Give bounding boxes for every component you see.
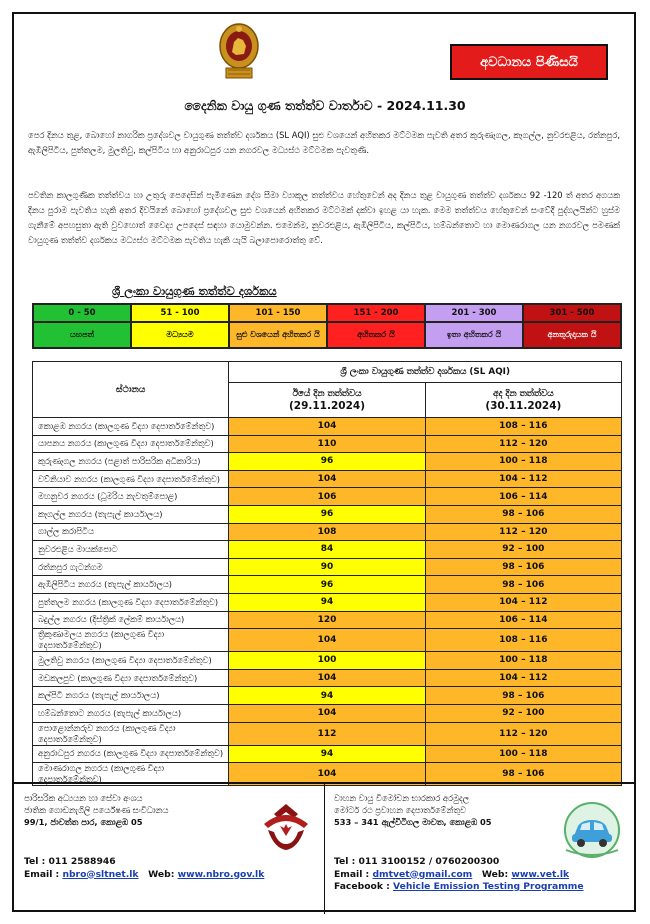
aqi-band-range: 301 - 500: [523, 304, 621, 322]
today-value-cell: 108 – 116: [425, 629, 621, 652]
today-value-cell: 98 – 106: [425, 763, 621, 786]
location-cell: යාපනය නගරය (කාලගුණ විද්‍යා දෙපාර්තමේන්තුව): [33, 435, 229, 453]
yesterday-value-cell: 96: [229, 576, 425, 594]
nbro-contact: [24, 856, 264, 881]
vet-fund: වාහන වායු විමෝචන භාරකාර අරමුදල: [334, 793, 470, 803]
aqi-table: [32, 361, 622, 786]
location-cell: මඩකලපුව (කාලගුණ විද්‍යා දෙපාර්තමේන්තුව): [33, 669, 229, 687]
aqi-band-range: 101 - 150: [229, 304, 327, 322]
location-cell: ගාල්ල කරාපිටිය: [33, 523, 229, 541]
aqi-band-label: යහපත්: [33, 322, 131, 348]
location-cell: රත්නපුර ගැටන්ගම: [33, 558, 229, 576]
table-row: [33, 576, 622, 594]
location-cell: නුවරඑළිය මායක්පොට: [33, 541, 229, 559]
nbro-email-label: Email :: [24, 868, 60, 880]
aqi-band-label: අහිතකර යි: [327, 322, 425, 348]
table-row: [33, 418, 622, 436]
table-row: [33, 629, 622, 652]
today-value-cell: 112 – 120: [425, 722, 621, 745]
aqi-band-range: 51 - 100: [131, 304, 229, 322]
today-value-cell: 98 – 106: [425, 687, 621, 705]
nbro-email-link[interactable]: nbro@sltnet.lk: [62, 868, 139, 880]
report-title: දෛනික වායු ගුණ තත්ත්ව වාර්තාව - 2024.11.30: [184, 98, 466, 113]
location-cell: බදුල්ල නගරය (දිස්ත්‍රික් ලේකම් කාර්යාලය): [33, 611, 229, 629]
table-row: [33, 593, 622, 611]
vet-contact: [334, 856, 584, 894]
column-today-date: (30.11.2024): [485, 400, 562, 412]
yesterday-value-cell: 104: [229, 470, 425, 488]
today-value-cell: 112 – 120: [425, 523, 621, 541]
aqi-band-range: 151 - 200: [327, 304, 425, 322]
vet-web-link[interactable]: www.vet.lk: [511, 868, 570, 880]
aqi-band-label: අනතුරුදායක යි: [523, 322, 621, 348]
location-cell: කුරුණෑගල නගරය (පළාත් පාරිසරික අධිකාරිය): [33, 453, 229, 471]
vet-tel: Tel : 011 3100152 / 0760200300: [334, 856, 500, 867]
yesterday-value-cell: 112: [229, 722, 425, 745]
table-row: [33, 722, 622, 745]
column-yesterday-header: [229, 383, 425, 418]
today-value-cell: 106 – 114: [425, 488, 621, 506]
nbro-web-link[interactable]: www.nbro.gov.lk: [177, 868, 265, 880]
yesterday-value-cell: 94: [229, 745, 425, 763]
yesterday-value-cell: 100: [229, 652, 425, 670]
location-cell: අනුරාධපුර නගරය (කාලගුණ විද්‍යා දෙපාර්තමේන්තුව): [33, 745, 229, 763]
aqi-band-label: මධ්‍යයම: [131, 322, 229, 348]
nbro-street: 99/1, ජාවත්ත පාර, කොළඹ 05: [24, 817, 143, 827]
footer: [12, 782, 636, 914]
yesterday-value-cell: 96: [229, 453, 425, 471]
vet-street: 533 – 341 ඇල්විටිගල මාවත, කොළඹ 05: [334, 817, 492, 827]
vet-facebook-link[interactable]: Vehicle Emission Testing Programme: [393, 881, 584, 892]
attention-label: අවධානය පිණිසයි: [480, 54, 578, 70]
today-value-cell: 92 – 100: [425, 541, 621, 559]
table-row: [33, 745, 622, 763]
location-cell: කෑගල්ල නගරය (තැපැල් කාර්යාලය): [33, 505, 229, 523]
aqi-band-label: සුළු වශයෙන් අහිතකර යි: [229, 322, 327, 348]
nbro-division: පාරිසරික අධ්‍යයන හා සේවා අංශය: [24, 793, 143, 803]
location-cell: මුලතිවු නගරය (කාලගුණ විද්‍යා දෙපාර්තමේන්තුව): [33, 652, 229, 670]
table-row: [33, 470, 622, 488]
yesterday-value-cell: 108: [229, 523, 425, 541]
sri-lanka-emblem-icon: [218, 22, 260, 82]
yesterday-value-cell: 120: [229, 611, 425, 629]
table-row: [33, 523, 622, 541]
location-cell: හම්බන්තොට නගරය (තැපැල් කාර්යාලය): [33, 704, 229, 722]
column-today-label: අද දින තත්ත්වය: [493, 389, 554, 399]
nbro-logo-icon: [254, 800, 318, 854]
table-row: [33, 611, 622, 629]
table-row: [33, 652, 622, 670]
today-value-cell: 98 – 106: [425, 576, 621, 594]
yesterday-value-cell: 94: [229, 687, 425, 705]
vet-email-link[interactable]: dmtvet@gmail.com: [372, 868, 473, 880]
table-row: [33, 488, 622, 506]
today-value-cell: 100 – 118: [425, 652, 621, 670]
today-value-cell: 98 – 106: [425, 558, 621, 576]
table-row: [33, 669, 622, 687]
today-value-cell: 104 – 112: [425, 593, 621, 611]
location-cell: ඇඹිලිපිටිය නගරය (තැපැල් කාර්යාලය): [33, 576, 229, 594]
today-value-cell: 104 – 112: [425, 669, 621, 687]
location-cell: කල්පිටි නගරය (තැපැල් කාර්යාලය): [33, 687, 229, 705]
today-value-cell: 100 – 118: [425, 453, 621, 471]
table-row: [33, 687, 622, 705]
aqi-scale-title: ශ්‍රී ලංකා වායුගුණ තත්ත්ව දර්ශකය: [112, 284, 277, 298]
table-row: [33, 558, 622, 576]
vet-car-logo-icon: [560, 800, 624, 860]
today-value-cell: 108 – 116: [425, 418, 621, 436]
yesterday-value-cell: 104: [229, 629, 425, 652]
location-cell: වව්නියාව නගරය (කාලගුණ විද්‍යා දෙපාර්තමේන්තුව): [33, 470, 229, 488]
yesterday-value-cell: 106: [229, 488, 425, 506]
yesterday-value-cell: 84: [229, 541, 425, 559]
column-location-header: ස්ථානය: [33, 362, 229, 418]
location-cell: මහනුවර නගරය (ධූමරිය නැවතුම්පොළ): [33, 488, 229, 506]
aqi-band-range: 0 - 50: [33, 304, 131, 322]
table-row: [33, 453, 622, 471]
location-cell: මොණරාගල නගරය (කාලගුණ විද්‍යා දෙපාර්තමේන්තුව): [33, 763, 229, 786]
yesterday-value-cell: 110: [229, 435, 425, 453]
summary-paragraph-today: පවතින කාලගුණික තත්ත්වය හා උතුරු පෙදෙසින් පැමිණෙන දේශ සීමා ව්‍යාකූල තත්ත්වය හේතුවෙන් අද දිනය තුළ වායුගුණ තත්ත්ව දර්ශකය 92 -120 ත් අතර අගයක දිනය පුරාම පැවතිය හැකි අතර දිවයිනේ බොහෝ ප්‍රදේශවල සුළු වශයෙන් අහිතකර මට්ටමක් දක්වා ඉහළ යා හැක. මෙම තත්ත්වය හේතුවෙන් සංවේදී පුද්ගලයින්ට හුස්ම ගැනීමේ අපහසුතා ඇති වුවහොත් වෛද්‍ය උපදෙස් සඳහා යොමුවන්න. එමෙන්ම, නුවරඑළිය, ඇඹිලිපිටිය, කල්පිටිය, හම්බන්තොට හා මොණරාගල යන නගරවල පමණක් වායුගුණ තත්ත්ව දර්ශකය මධ්‍යස්ථ මට්ටමක පැවතිය හැකි යැයි බලාපොරොත්තු වේ.: [28, 190, 620, 245]
location-cell: පුත්තලම නගරය (කාලගුණ විද්‍යා දෙපාර්තමේන්තුව): [33, 593, 229, 611]
vet-email-label: Email :: [334, 868, 370, 880]
today-value-cell: 100 – 118: [425, 745, 621, 763]
nbro-web-label: Web:: [148, 868, 175, 880]
yesterday-value-cell: 104: [229, 763, 425, 786]
yesterday-value-cell: 94: [229, 593, 425, 611]
table-row: [33, 435, 622, 453]
today-value-cell: 98 – 106: [425, 505, 621, 523]
location-cell: ත්‍රිකුණාමලය නගරය (කාලගුණ විද්‍යා දෙපාර්තමේන්තුව): [33, 629, 229, 652]
aqi-scale-legend: [32, 303, 622, 349]
vet-department: මෝටර් රථ ප්‍රවාහන දෙපාර්තමේන්තුව: [334, 805, 466, 815]
vet-facebook-label: Facebook :: [334, 881, 390, 892]
today-value-cell: 104 – 112: [425, 470, 621, 488]
table-row: [33, 541, 622, 559]
nbro-tel: Tel : 011 2588946: [24, 856, 116, 867]
column-yesterday-date: (29.11.2024): [288, 400, 365, 412]
location-cell: පොළොන්නරුව නගරය (කාලගුණ විද්‍යා දෙපාර්තමේන්තුව): [33, 722, 229, 745]
attention-badge: [450, 44, 608, 80]
today-value-cell: 106 – 114: [425, 611, 621, 629]
yesterday-value-cell: 104: [229, 704, 425, 722]
aqi-band-range: 201 - 300: [425, 304, 523, 322]
nbro-organization: ජාතික ගොඩනැගිලි පර්යේෂණ සංවිධානය: [24, 805, 169, 815]
aqi-band-label: ඉතා අහිතකර යි: [425, 322, 523, 348]
column-today-header: [425, 383, 621, 418]
today-value-cell: 112 – 120: [425, 435, 621, 453]
column-aqi-header: ශ්‍රී ලංකා වායුගුණ තත්ත්ව දර්ශකය (SL AQI): [229, 362, 622, 383]
location-cell: කොළඹ නගරය (කාලගුණ විද්‍යා දෙපාර්තමේන්තුව): [33, 418, 229, 436]
today-value-cell: 92 – 100: [425, 704, 621, 722]
table-row: [33, 704, 622, 722]
vet-web-label: Web:: [481, 868, 509, 880]
table-row: [33, 505, 622, 523]
column-yesterday-label: ඊයේ දින තත්ත්වය: [292, 389, 362, 399]
yesterday-value-cell: 90: [229, 558, 425, 576]
yesterday-value-cell: 104: [229, 669, 425, 687]
footer-divider: [324, 784, 325, 914]
summary-paragraph-yesterday: පෙර දිනය තුළ, බොහෝ නාගරික ප්‍රදේශවල වායුගුණ තත්ත්ව දර්ශකය (SL AQI) සුළු වශයෙන් අහිතකර මට්ටමක පැවති අතර කුරුණෑගල, කෑගල්ල, නුවරඑළිය, රත්නපුර, ඇඹිලිපිටිය, පුත්තලම, මුලතිවු, කල්පිටිය හා අනුරාධපුර යන නගරවල මධ්‍යස්ථ මට්ටමක පැවතුණි.: [28, 130, 620, 155]
yesterday-value-cell: 96: [229, 505, 425, 523]
yesterday-value-cell: 104: [229, 418, 425, 436]
